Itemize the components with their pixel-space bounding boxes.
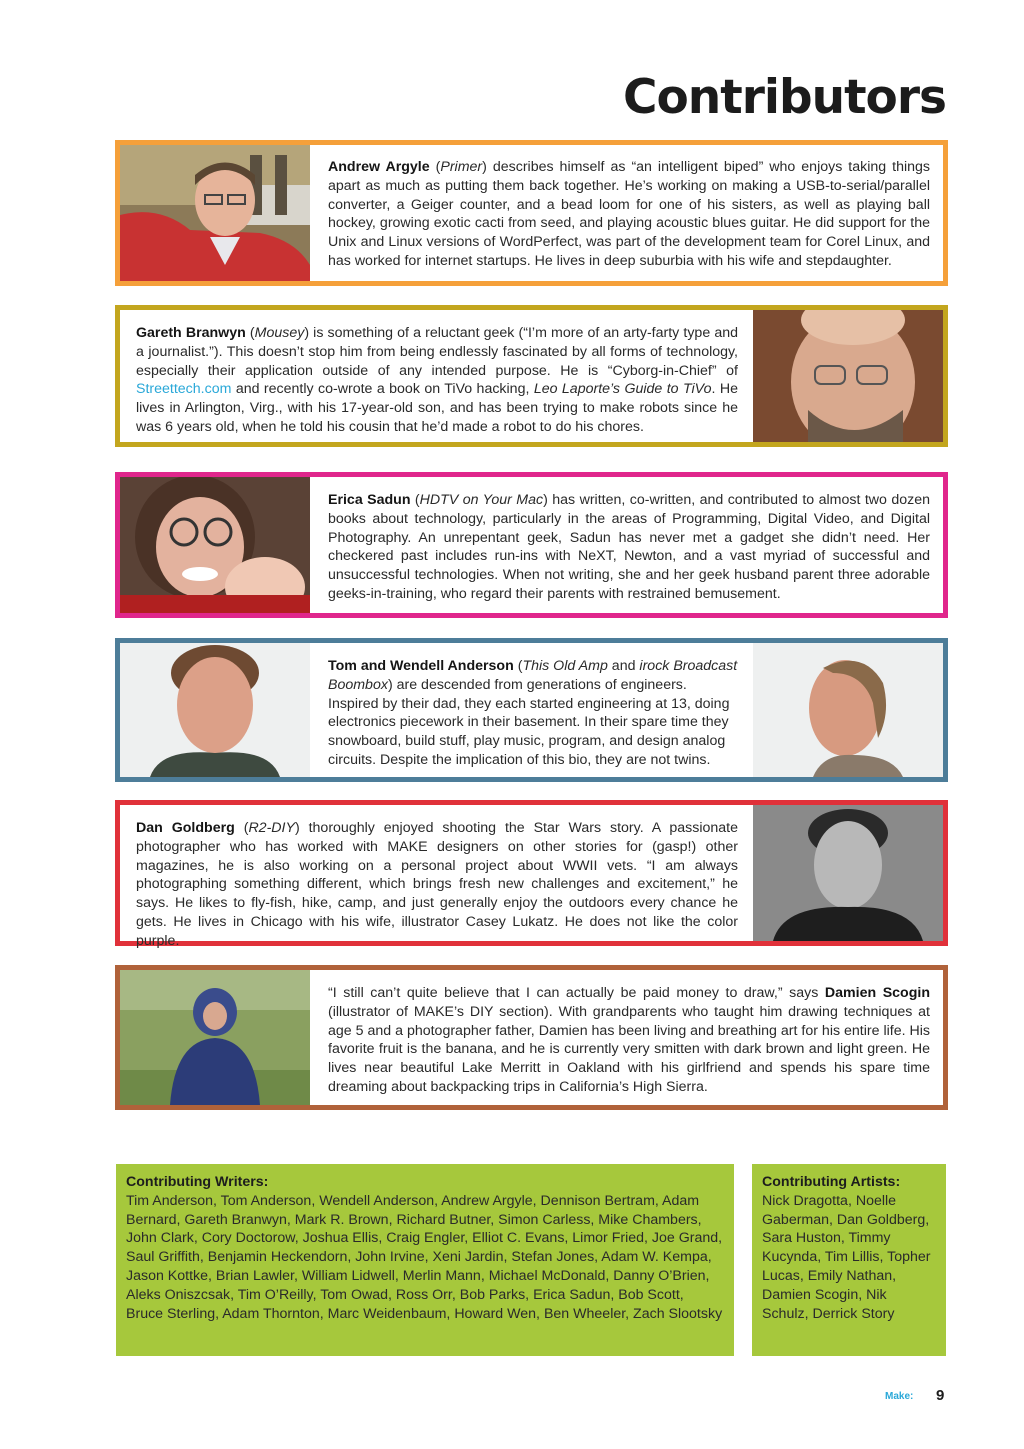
anderson-name: Tom and Wendell Anderson (328, 658, 514, 674)
branwyn-name: Gareth Branwyn (136, 325, 246, 341)
anderson-story-2: irock Broadcast Boombox (328, 658, 738, 693)
sadun-story: HDTV on Your Mac (419, 492, 544, 508)
argyle-photo (120, 145, 310, 281)
contributor-card-argyle (115, 140, 948, 286)
sadun-photo (120, 477, 310, 613)
sadun-bio: Erica Sadun (HDTV on Your Mac) has written, co-written, and contributed to almost two dozen books about technology, particularly in the areas of Programming, Digital Video, and Digital Photography. An unrepentant geek, Sadun has never met a gadget she didn’t need. Her checkered past includes run-ins with NeXT, Newton, and a vast myriad of successful and unsuccessful technologies. When not writing, she and her geek husband parent three adorable geeks-in-training, who regard their parents with restrained bemusement. (328, 492, 930, 602)
branwyn-bio-text-2: and recently co-wrote a book on TiVo hacking, (231, 381, 534, 398)
anderson-and: and (607, 658, 640, 674)
goldberg-bio: Dan Goldberg (R2-DIY) thoroughly enjoyed shooting the Star Wars story. A passionate photographer who has worked with MAKE designers on other stories for (gasp!) other magazines, he is also working on a personal project about WWII vets. “I am always photographing something different, which brings fresh new challenges and excitement,” he says. He likes to fly-fish, hike, camp, and just generally enjoy the outdoors every chance he gets. He lives in Chicago with his wife, illustrator Casey Lukatz. He does not like the color purple. (136, 820, 738, 949)
anderson-story-1: This Old Amp (522, 658, 608, 674)
contributor-card-sadun (115, 472, 948, 618)
goldberg-story: R2-DIY (248, 820, 295, 836)
contributing-writers-names: Tim Anderson, Tom Anderson, Wendell Anderson, Andrew Argyle, Dennison Bertram, Adam Bernard, Gareth Branwyn, Mark R. Brown, Richard Butner, Simon Carless, Mike Chambers, John Clark, Cory Doctorow, Joshua Ellis, Craig Engler, Elliot C. Evans, Limor Fried, Joe Grand, Saul Griffith, Benjamin Heckendorn, John Irvine, Xeni Jardin, Stefan Jones, Adam W. Kempa, Jason Kottke, Brian Lawler, William Lidwell, Merlin Mann, Michael McDonald, Danny O’Brien, Aleks Oniszcsak, Tim O’Reilly, Tom Owad, Ross Orr, Bob Parks, Erica Sadun, Bob Scott, Bruce Sterling, Adam Thornton, Marc Weidenbaum, Howard Wen, Ben Wheeler, Zach Slootsky (126, 1192, 723, 1322)
branwyn-photo (753, 310, 943, 442)
scogin-bio (328, 984, 930, 1097)
branwyn-bio-text-1: ) is something of a reluctant geek (“I’m more of an arty-farty type and a journalist.”). This doesn’t stop him from being endlessly fascinated by all forms of technology, especially their application outside of any intended purpose. He is “Cyborg-in-Chief” of (136, 325, 739, 379)
branwyn-book: Leo Laporte’s Guide to TiVo (533, 381, 712, 398)
contributor-card-branwyn (115, 305, 948, 447)
anderson-bio-text: ) are descended from generations of engineers. Inspired by their dad, they each started engineering at 13, doing electronics piecework in their basement. In their spare time they snowboard, build stuff, play music, program, and design analog circuits. Despite the implication of this bio, they are not twins. (328, 676, 730, 768)
anderson-bio: Tom and Wendell Anderson (This Old Amp and irock Broadcast Boombox) are descended from generations of engineers. Inspired by their dad, they each started engineering at 13, doing electronics piecework in their basement. In their spare time they snowboard, build stuff, play music, program, and design analog circuits. Despite the implication of this bio, they are not twins. (328, 658, 738, 768)
argyle-bio-text: ) describes himself as “an intelligent biped” who enjoys taking things apart as much as putting them back together. He’s working on making a USB-to-serial/parallel converter, a Geiger counter, and a bead loom for one of his sisters, as well as playing ball hockey, growing exotic cacti from seed, and playing acoustic blues guitar. He did support for the Unix and Linux versions of WordPerfect, was part of the development team for Corel Linux, and has worked for internet startups. He lives in deep suburbia with his wife and stepdaughter. (328, 159, 930, 269)
argyle-story: Primer (440, 159, 483, 175)
scogin-photo (120, 970, 310, 1105)
branwyn-bio-text-3: . He lives in Arlington, Virg., with his 17-year-old son, and has been trying to make robots since he was 6 years old, when he told his cousin that he’d made a robot to do his chores. (136, 381, 738, 435)
scogin-bio-text: (illustrator of MAKE’s DIY section). With grandparents who taught him drawing techniques at age 5 and a photographer father, Damien has been living and breathing art for his entire life. His favorite fruit is the banana, and he is currently very smitten with dark brown and light green. He lives near beautiful Lake Merritt in Oakland with his girlfriend and spends his spare time dreaming about backpacking trips in California’s High Sierra. (328, 1003, 930, 1095)
page-title: Contributors (622, 70, 946, 125)
argyle-bio: Andrew Argyle (Primer) describes himself as “an intelligent biped” who enjoys taking things apart as much as putting them back together. He’s working on making a USB-to-serial/parallel converter, a Geiger counter, and a bead loom for one of his sisters, as well as playing ball hockey, growing exotic cacti from seed, and playing acoustic blues guitar. He did support for the Unix and Linux versions of WordPerfect, was part of the development team for Corel Linux, and has worked for internet startups. He lives in deep suburbia with his wife and stepdaughter. (328, 159, 930, 269)
sadun-name: Erica Sadun (328, 492, 411, 508)
branwyn-story: Mousey (254, 325, 305, 341)
contributing-artists-panel (752, 1164, 946, 1356)
branwyn-bio: Gareth Branwyn (Mousey) is something of a reluctant geek (“I’m more of an arty-farty type and a journalist.”). This doesn’t stop him from being endlessly fascinated by all forms of technology, especially their application outside of any intended purpose. He is “Cyborg-in-Chief” of Streettech.com and recently co-wrote a book on TiVo hacking, Leo Laporte’s Guide to TiVo. He lives in Arlington, Virg., with his 17-year-old son, and has been trying to make robots since he was 6 years old, when he told his cousin that he’d made a robot to do his chores. (136, 325, 739, 435)
goldberg-photo (753, 805, 943, 941)
contributing-artists-names: Nick Dragotta, Noelle Gaberman, Dan Goldberg, Sara Huston, Timmy Kucynda, Tim Lillis, Topher Lucas, Emily Nathan, Damien Scogin, Nik Schulz, Derrick Story (762, 1192, 931, 1322)
contributing-writers-panel (116, 1164, 734, 1356)
contributing-writers-heading: Contributing Writers: (126, 1174, 269, 1190)
contributor-card-anderson (115, 638, 948, 782)
scogin-quote: “I still can’t quite believe that I can actually be paid money to draw,” says (328, 985, 825, 1001)
page-number: 9 (936, 1387, 945, 1404)
argyle-name: Andrew Argyle (328, 159, 430, 175)
sadun-bio-text: ) has written, co-written, and contributed to almost two dozen books about technology, particularly in the areas of Programming, Digital Video, and Digital Photography. An unrepentant geek, Sadun has never met a gadget she didn’t need. Her checkered past includes run-ins with NeXT, Newton, and a vast myriad of successful and unsuccessful technologies. When not writing, she and her geek husband parent three adorable geeks-in-training, who regard their parents with restrained bemusement. (328, 492, 930, 602)
wendell-anderson-photo (753, 643, 943, 777)
goldberg-name: Dan Goldberg (136, 820, 235, 836)
contributor-card-goldberg (115, 800, 948, 949)
tom-anderson-photo (120, 643, 310, 777)
make-brand: Make: (885, 1391, 914, 1402)
streettech-link[interactable]: Streettech.com (136, 381, 232, 398)
contributing-artists-heading: Contributing Artists: (762, 1174, 901, 1190)
contributor-card-scogin (115, 965, 948, 1110)
scogin-name: Damien Scogin (824, 985, 930, 1001)
goldberg-bio-text: ) thoroughly enjoyed shooting the Star Wars story. A passionate photographer who has worked with MAKE designers on other stories for (gasp!) other magazines, he is also working on a personal project about WWII vets. “I am always photographing something different, which brings fresh new challenges and excitement,” he says. He likes to fly-fish, hike, camp, and just generally enjoy the outdoors every chance he gets. He lives in Chicago with his wife, illustrator Casey Lukatz. He does not like the color purple. (136, 820, 738, 949)
